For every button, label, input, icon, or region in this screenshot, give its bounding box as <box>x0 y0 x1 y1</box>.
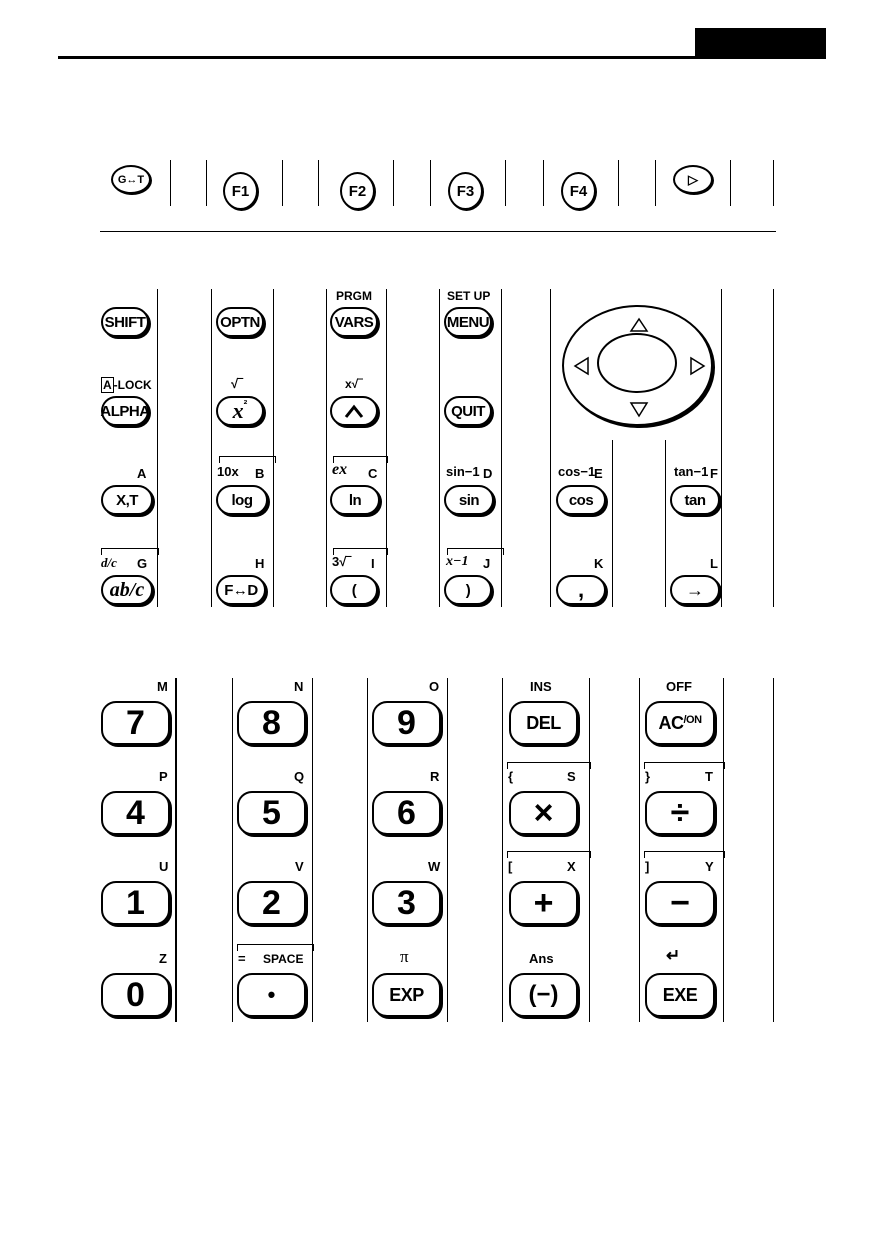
alpha-q-label: Q <box>294 769 305 784</box>
alpha-k-label: K <box>594 556 604 571</box>
optn-key[interactable]: OPTN <box>216 307 264 337</box>
fraction-decimal-key[interactable]: F↔D <box>216 575 266 605</box>
log-key[interactable]: log <box>216 485 268 515</box>
fraction-key[interactable]: ab/c <box>101 575 153 605</box>
e-power-label: ex <box>332 461 348 478</box>
space-label: SPACE <box>263 952 304 966</box>
f4-key[interactable]: F4 <box>561 172 596 210</box>
ac-on-key-label: $AC^{/ON}$ <box>658 712 702 733</box>
open-bracket-label: [ <box>508 859 513 874</box>
alpha-w-label: W <box>428 859 441 874</box>
ins-label: INS <box>530 679 552 694</box>
alpha-x-label: X <box>567 859 576 874</box>
alpha-z-label: Z <box>159 951 167 966</box>
alpha-g-label: G <box>137 556 148 571</box>
digit-2-key[interactable]: 2 <box>237 881 306 925</box>
ans-label: Ans <box>529 951 554 966</box>
arccos-label: cos−1 <box>558 464 596 479</box>
digit-4-key[interactable]: 4 <box>101 791 170 835</box>
d-over-c-label: d/c <box>101 555 117 570</box>
digit-6-key[interactable]: 6 <box>372 791 441 835</box>
f3-key[interactable]: F3 <box>448 172 483 210</box>
newline-label: ↵ <box>666 946 681 965</box>
setup-label: SET UP <box>447 289 491 303</box>
alpha-b-label: B <box>255 466 265 481</box>
digit-8-key[interactable]: 8 <box>237 701 306 745</box>
shift-key[interactable]: SHIFT <box>101 307 149 337</box>
x-squared-key[interactable]: x ² <box>216 396 264 426</box>
alpha-y-label: Y <box>705 859 714 874</box>
alpha-u-label: U <box>159 859 169 874</box>
next-menu-key[interactable]: ▷ <box>673 165 713 194</box>
pi-label: π <box>400 947 409 966</box>
cos-key[interactable]: cos <box>556 485 606 515</box>
alpha-r-label: R <box>430 769 440 784</box>
digit-3-key[interactable]: 3 <box>372 881 441 925</box>
f1-key[interactable]: F1 <box>223 172 258 210</box>
reciprocal-label: x−1 <box>446 554 469 569</box>
digit-5-key[interactable]: 5 <box>237 791 306 835</box>
graph-text-toggle-key[interactable]: G↔T <box>111 165 151 194</box>
decimal-point-key[interactable]: • <box>237 973 306 1017</box>
add-key[interactable]: + <box>509 881 578 925</box>
alpha-l-label: L <box>710 556 718 571</box>
alpha-key[interactable]: ALPHA <box>101 396 149 426</box>
alpha-v-label: V <box>295 859 304 874</box>
alpha-o-label: O <box>429 679 440 694</box>
arctan-label: tan−1 <box>674 464 709 479</box>
alpha-d-label: D <box>483 466 493 481</box>
close-bracket-label: ] <box>645 859 650 874</box>
off-label: OFF <box>666 679 692 694</box>
open-brace-label: { <box>508 769 514 784</box>
ten-power-label: 10x <box>217 464 239 479</box>
f2-key[interactable]: F2 <box>340 172 375 210</box>
prgm-label: PRGM <box>336 289 372 303</box>
alpha-c-label: C <box>368 466 378 481</box>
function-row-divider <box>100 231 776 232</box>
comma-key[interactable]: , <box>556 575 606 605</box>
open-paren-key[interactable]: ( <box>330 575 378 605</box>
alpha-p-label: P <box>159 769 168 784</box>
alpha-h-label: H <box>255 556 265 571</box>
digit-0-key[interactable]: 0 <box>101 973 170 1017</box>
alpha-m-label: M <box>157 679 168 694</box>
negative-key[interactable]: (−) <box>509 973 578 1017</box>
equals-label: = <box>238 951 246 966</box>
menu-key[interactable]: MENU <box>444 307 492 337</box>
power-key[interactable] <box>330 396 378 426</box>
digit-7-key[interactable]: 7 <box>101 701 170 745</box>
down-arrow-icon[interactable] <box>631 403 647 416</box>
sqrt-label: √‾ <box>231 376 243 391</box>
alpha-lock-label: A -LOCK <box>103 378 152 392</box>
left-arrow-icon[interactable] <box>575 358 588 374</box>
store-key[interactable]: → <box>670 575 720 605</box>
digit-1-key[interactable]: 1 <box>101 881 170 925</box>
right-arrow-icon[interactable] <box>691 358 704 374</box>
multiply-key[interactable]: × <box>509 791 578 835</box>
caret-icon <box>344 404 364 418</box>
sin-key[interactable]: sin <box>444 485 494 515</box>
quit-key[interactable]: QUIT <box>444 396 492 426</box>
cursor-pad[interactable] <box>562 305 713 426</box>
arcsin-label: sin−1 <box>446 464 480 479</box>
del-key[interactable]: DEL <box>509 701 578 745</box>
header-tab <box>695 28 826 59</box>
alpha-n-label: N <box>294 679 304 694</box>
xt-key[interactable]: X,T <box>101 485 153 515</box>
exe-key[interactable]: EXE <box>645 973 715 1017</box>
alpha-t-label: T <box>705 769 713 784</box>
divide-key[interactable]: ÷ <box>645 791 715 835</box>
close-brace-label: } <box>645 769 651 784</box>
ln-key[interactable]: ln <box>330 485 380 515</box>
alpha-j-label: J <box>483 556 491 571</box>
ac-on-key[interactable] <box>645 701 715 745</box>
tan-key[interactable]: tan <box>670 485 720 515</box>
xth-root-label: x√‾ <box>345 377 363 391</box>
alpha-i-label: I <box>371 556 375 571</box>
alpha-s-label: S <box>567 769 576 784</box>
cube-root-label: 3√‾ <box>332 554 351 569</box>
alpha-f-label: F <box>710 466 718 481</box>
subtract-key[interactable]: − <box>645 881 715 925</box>
digit-9-key[interactable]: 9 <box>372 701 441 745</box>
vars-key[interactable]: VARS <box>330 307 378 337</box>
up-arrow-icon[interactable] <box>631 319 647 331</box>
close-paren-key[interactable]: ) <box>444 575 492 605</box>
alpha-a-label: A <box>137 466 147 481</box>
alpha-e-label: E <box>594 466 603 481</box>
exp-key[interactable]: EXP <box>372 973 441 1017</box>
